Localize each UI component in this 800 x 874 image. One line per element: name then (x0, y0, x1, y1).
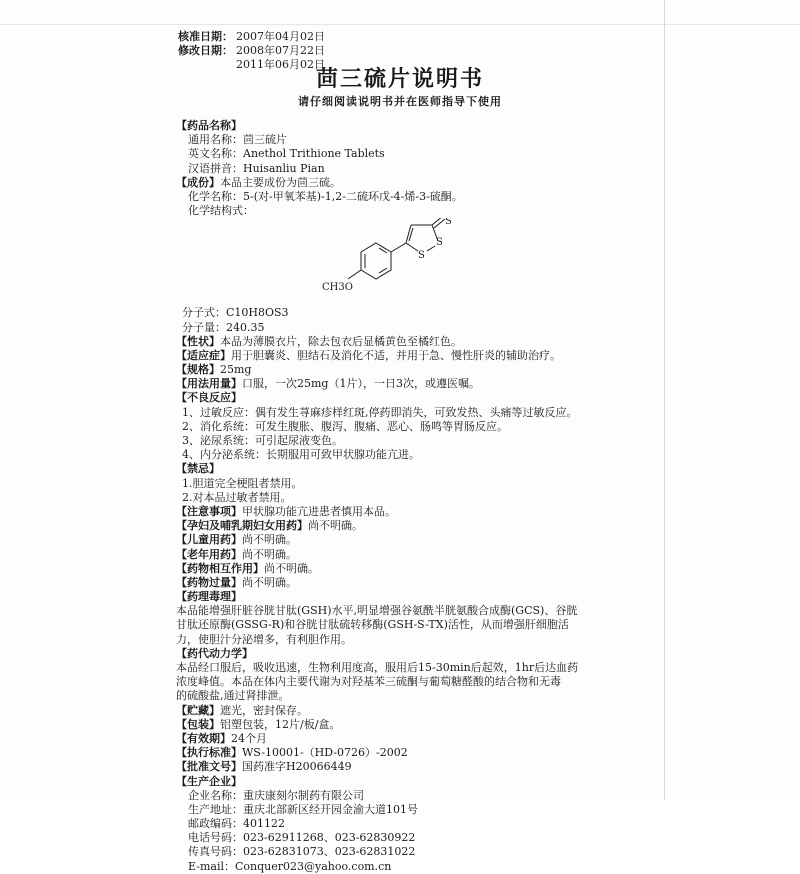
ring-bond (406, 225, 411, 243)
standard-row (176, 746, 636, 760)
chemical-structure (196, 218, 636, 306)
pharmacology-line: 本品能增强肝脏谷胱甘肽(GSH)水平,明显增强谷氨酰半胱氨酸合成酶(GCS)、谷胱 (176, 604, 578, 618)
english-name-label: 英文名称： (188, 147, 243, 161)
storage-row (176, 704, 636, 718)
pinyin-value: Huisanliu Pian (243, 161, 325, 175)
dosage-header: 【用法用量】 (176, 377, 242, 391)
elderly-text: 尚不明确。 (242, 547, 297, 561)
adverse-item: 4、内分泌系统：长期服用可致甲状腺功能亢进。 (182, 448, 420, 462)
approve-date-label: 核准日期： (178, 30, 233, 43)
manufacturer-value: 重庆康刻尔制药有限公司 (243, 788, 364, 802)
manufacturer-value: 重庆北部新区经开园金渝大道101号 (243, 802, 418, 816)
children-text: 尚不明确。 (242, 533, 297, 547)
indications-row (176, 349, 636, 363)
manufacturer-row (176, 803, 636, 817)
document-body (176, 119, 636, 874)
pharmacokinetics-line: 的硫酸盐,通过肾排泄。 (176, 689, 290, 703)
revise-date-label: 修改日期： (178, 44, 233, 57)
pinyin-row (176, 162, 636, 176)
manufacturer-value: Conquer023@yahoo.com.cn (234, 859, 392, 873)
manufacturer-value: 401122 (243, 817, 285, 831)
manufacturer-label: 企业名称： (188, 788, 243, 802)
composition-header: 【成份】 (176, 175, 220, 189)
validity-row (176, 732, 636, 746)
properties-header: 【性状】 (176, 334, 220, 348)
document-title: 茴三硫片说明书 (315, 66, 484, 92)
paper-edge (664, 0, 665, 800)
english-name-row (176, 147, 636, 161)
common-name-label: 通用名称： (188, 133, 243, 147)
contra-item: 2.对本品过敏者禁用。 (182, 490, 292, 504)
contra-item: 1.胆道完全梗阻者禁用。 (182, 476, 303, 490)
interaction-text: 尚不明确。 (264, 561, 319, 575)
chemical-name-label: 化学名称： (188, 189, 243, 203)
pregnancy-row (176, 519, 636, 533)
overdose-header: 【药物过量】 (176, 575, 242, 589)
approval-header: 【批准文号】 (176, 760, 242, 774)
composition-row (176, 176, 636, 190)
indications-text: 用于胆囊炎、胆结石及消化不适，并用于急、慢性肝炎的辅助治疗。 (231, 348, 561, 362)
interaction-row (176, 562, 636, 576)
chemical-name-value: 5-(对-甲氧苯基)-1,2-二硫环戊-4-烯-3-硫酮。 (243, 189, 463, 203)
ring-bond (427, 246, 435, 251)
properties-row (176, 335, 636, 349)
elderly-header: 【老年用药】 (176, 547, 242, 561)
common-name-row (176, 133, 636, 147)
approve-date-value: 2007年04月02日 (236, 30, 325, 43)
storage-header: 【贮藏】 (176, 703, 220, 717)
aryl-bond (391, 243, 406, 252)
validity-header: 【有效期】 (176, 731, 231, 745)
structure-label-row (176, 204, 636, 218)
spec-text: 25mg (220, 363, 252, 377)
storage-text: 遮光，密封保存。 (220, 703, 308, 717)
spec-row (176, 363, 636, 377)
formula-value: C10H8OS3 (226, 306, 289, 320)
manufacturer-row (176, 817, 636, 831)
composition-text: 本品主要成份为茴三硫。 (220, 175, 341, 189)
ring-sulfur-label: S (436, 237, 443, 249)
structure-diagram (266, 218, 506, 306)
revise-date-row (178, 44, 325, 58)
ring-sulfur-label: S (418, 250, 425, 262)
molecular-weight-label: 分子量： (182, 320, 226, 334)
elderly-row (176, 548, 636, 562)
manufacturer-label: 传真号码： (188, 845, 243, 859)
chemical-name-row (176, 190, 636, 204)
molecular-weight-row (176, 321, 636, 335)
pharmacology-header: 【药理毒理】 (176, 590, 242, 604)
manufacturer-row (176, 789, 636, 803)
ring-bond (406, 243, 418, 251)
approve-date-row (178, 30, 325, 44)
manufacturer-value: 023-62911268、023-62830922 (243, 831, 416, 845)
benzene-double-bond (379, 268, 387, 273)
package-text: 铝塑包装，12片/板/盒。 (220, 717, 341, 731)
adverse-header: 【不良反应】 (176, 391, 242, 405)
molecular-weight-value: 240.35 (226, 320, 265, 334)
precautions-row (176, 505, 636, 519)
pharmacokinetics-header: 【药代动力学】 (176, 646, 253, 660)
manufacturer-row (176, 860, 636, 874)
thione-bond (434, 219, 445, 228)
package-row (176, 718, 636, 732)
overdose-text: 尚不明确。 (242, 575, 297, 589)
manufacturer-row (176, 845, 636, 859)
precautions-header: 【注意事项】 (176, 504, 242, 518)
pharmacology-line: 力，使胆汁分泌增多，有利胆作用。 (176, 632, 352, 646)
structure-label: 化学结构式： (188, 204, 254, 218)
precautions-text: 甲状腺功能亢进患者慎用本品。 (242, 504, 396, 518)
approval-text: 国药准字H20066449 (242, 760, 352, 774)
pregnancy-text: 尚不明确。 (308, 519, 363, 533)
approval-row (176, 760, 636, 774)
manufacturer-header: 【生产企业】 (176, 774, 242, 788)
pregnancy-header: 【孕妇及哺乳期妇女用药】 (176, 519, 308, 533)
methoxy-label: CH3O (322, 282, 353, 294)
children-row (176, 533, 636, 547)
indications-header: 【适应症】 (176, 348, 231, 362)
formula-label: 分子式： (182, 306, 226, 320)
dosage-text: 口服，一次25mg（1片），一日3次，或遵医嘱。 (242, 377, 480, 391)
document-subtitle: 请仔细阅读说明书并在医师指导下使用 (298, 95, 502, 108)
pharmacokinetics-line: 本品经口服后，吸收迅速，生物利用度高，服用后15-30min后起效，1hr后达血药 (176, 661, 579, 674)
thione-sulfur-label: S (445, 218, 452, 228)
methoxy-bond (348, 270, 361, 279)
common-name-value: 茴三硫片 (243, 133, 287, 147)
manufacturer-label: 生产地址： (188, 802, 243, 816)
adverse-item: 1、过敏反应：偶有发生荨麻疹样红斑,停药即消失，可致发热、头痛等过敏反应。 (182, 405, 578, 419)
fold-line (0, 24, 800, 25)
validity-text: 24个月 (231, 731, 267, 745)
adverse-item: 2、消化系统：可发生腹胀、腹泻、腹痛、恶心、肠鸣等胃肠反应。 (182, 419, 508, 433)
properties-text: 本品为薄膜衣片，除去包衣后显橘黄色至橘红色。 (220, 334, 462, 348)
manufacturer-label: 邮政编码： (188, 817, 243, 831)
overdose-row (176, 576, 636, 590)
revise-date-value-2: 2011年06月02日 (236, 58, 325, 71)
spec-header: 【规格】 (176, 363, 220, 377)
english-name-value: Anethol Trithione Tablets (243, 147, 385, 161)
contra-header: 【禁忌】 (176, 462, 220, 476)
manufacturer-label: E-mail： (188, 859, 235, 873)
name-header: 【药品名称】 (176, 119, 242, 132)
pharmacokinetics-line: 浓度峰值。本品在体内主要代谢为对羟基苯三硫酮与葡萄糖醛酸的结合物和无毒 (176, 675, 561, 689)
adverse-item: 3、泌尿系统：可引起尿液变色。 (182, 434, 343, 447)
pharmacology-line: 甘肽还原酶(GSSG-R)和谷胱甘肽硫转移酶(GSH-S-TX)活性，从而增强肝细胞活 (176, 618, 569, 632)
interaction-header: 【药物相互作用】 (176, 561, 264, 575)
children-header: 【儿童用药】 (176, 533, 242, 547)
manufacturer-value: 023-62831073、023-62831022 (243, 845, 416, 859)
manufacturer-row (176, 831, 636, 845)
dosage-row (176, 377, 636, 391)
formula-row (176, 306, 636, 320)
revise-date-value-1: 2008年07月22日 (236, 44, 325, 57)
package-header: 【包装】 (176, 717, 220, 731)
standard-text: WS-10001-（HD-0726）-2002 (242, 746, 408, 760)
standard-header: 【执行标准】 (176, 746, 242, 760)
pinyin-label: 汉语拼音： (188, 161, 243, 175)
manufacturer-label: 电话号码： (188, 831, 243, 845)
